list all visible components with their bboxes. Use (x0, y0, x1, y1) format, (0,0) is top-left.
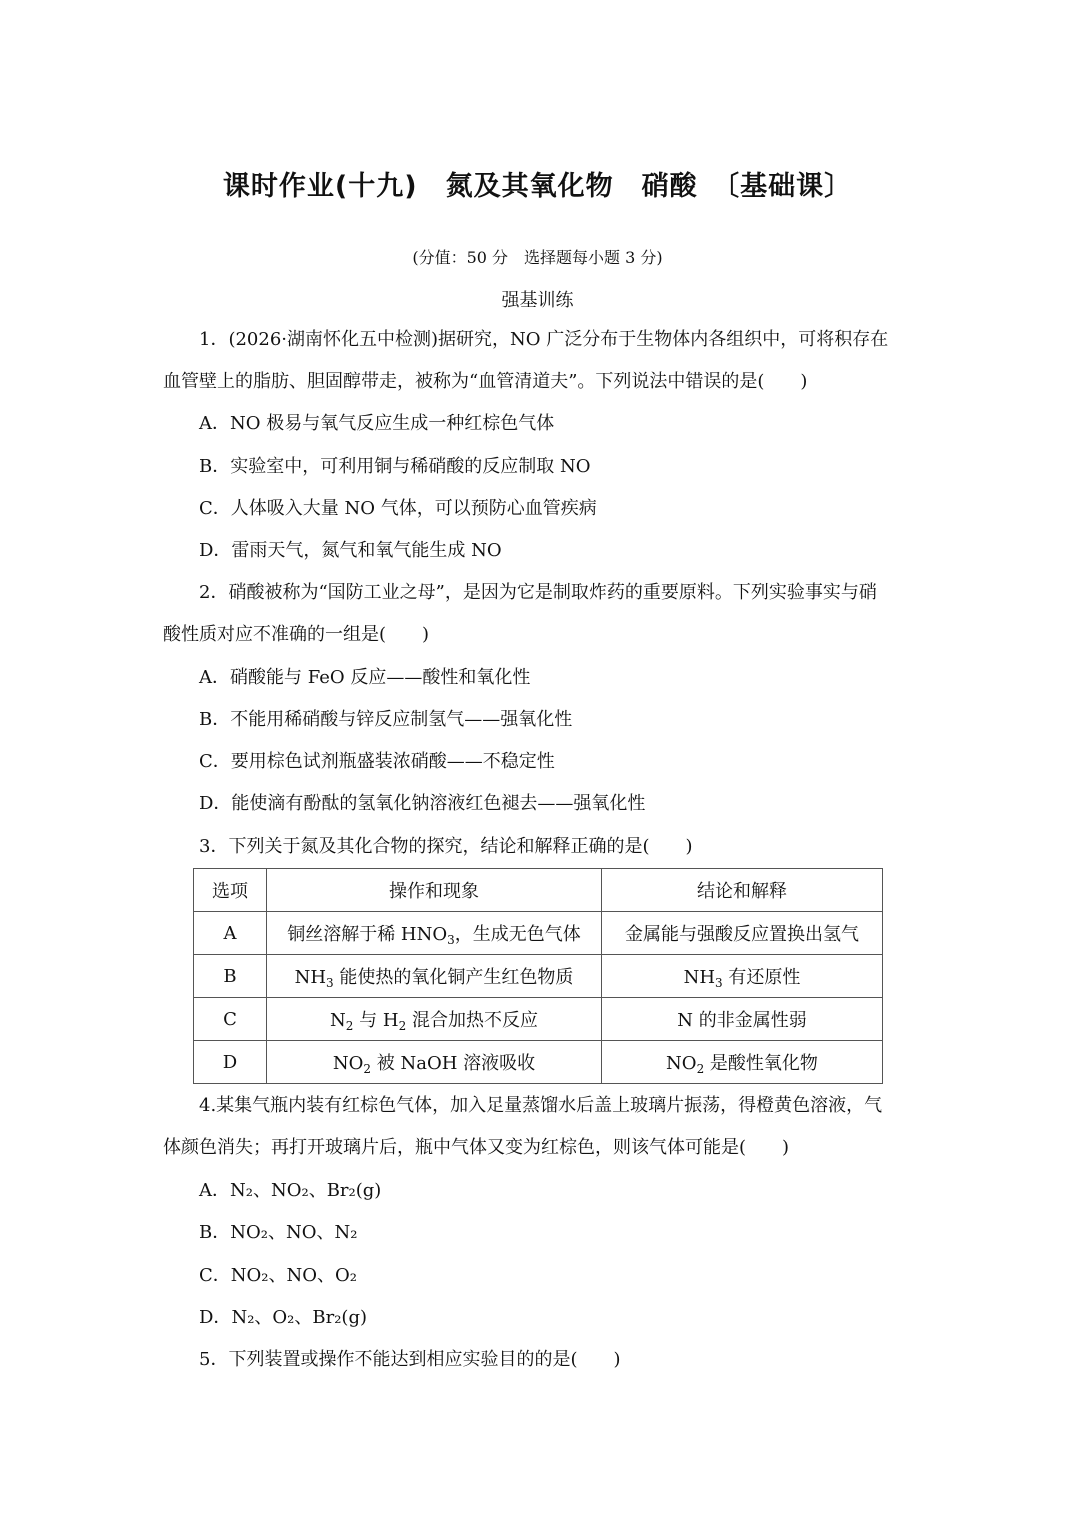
q2-option-c: C．要用棕色试剂瓶盛装浓硝酸——不稳定性 (199, 751, 555, 772)
q4-option-d: D．N₂、O₂、Br₂(g) (199, 1307, 367, 1328)
table-cell-option: A (194, 912, 267, 955)
q1-option-a: A．NO 极易与氧气反应生成一种红棕色气体 (199, 413, 555, 434)
q3-stem: 3．下列关于氮及其化合物的探究，结论和解释正确的是( ) (199, 836, 693, 857)
table-cell-conclusion: $NO_2$ 是酸性氧化物 (602, 1041, 883, 1084)
q4-option-a: A．N₂、NO₂、Br₂(g) (199, 1180, 382, 1201)
table-cell-conclusion: $NH_3$ 有还原性 (602, 955, 883, 998)
table-header-cell: 操作和现象 (267, 869, 602, 912)
table-cell-option: D (194, 1041, 267, 1084)
q1-option-b: B．实验室中，可利用铜与稀硝酸的反应制取 NO (199, 456, 591, 477)
table-header-cell: 选项 (194, 869, 267, 912)
q2-stem-line2: 酸性质对应不准确的一组是( ) (163, 624, 430, 645)
q2-option-b: B．不能用稀硝酸与锌反应制氢气——强氧化性 (199, 709, 573, 730)
table-cell-operation: 铜丝溶解于稀 $HNO_3$，生成无色气体 (267, 912, 602, 955)
table-row (194, 912, 883, 955)
table-cell-operation: $N_2$ 与 $H_2$ 混合加热不反应 (267, 998, 602, 1041)
table-row (194, 998, 883, 1041)
q4-option-b: B．NO₂、NO、N₂ (199, 1222, 358, 1243)
q4-stem-line1: 4.某集气瓶内装有红棕色气体，加入足量蒸馏水后盖上玻璃片振荡，得橙黄色溶液，气 (199, 1095, 883, 1116)
table-cell-option: B (194, 955, 267, 998)
q4-option-c: C．NO₂、NO、O₂ (199, 1265, 357, 1286)
q1-stem-line2: 血管壁上的脂肪、胆固醇带走，被称为“血管清道夫”。下列说法中错误的是( ) (163, 371, 808, 392)
q2-option-a: A．硝酸能与 FeO 反应——酸性和氧化性 (199, 667, 531, 688)
page-title: 课时作业(十九) 氮及其氧化物 硝酸 〔基础课〕 (222, 171, 853, 202)
table-header-cell: 结论和解释 (602, 869, 883, 912)
table-header-row (194, 869, 883, 912)
score-note: (分值：50 分 选择题每小题 3 分) (412, 248, 663, 267)
q2-option-d: D．能使滴有酚酞的氢氧化钠溶液红色褪去——强氧化性 (199, 793, 646, 814)
table-row (194, 1041, 883, 1084)
q1-option-d: D．雷雨天气，氮气和氧气能生成 NO (199, 540, 502, 561)
q2-stem-line1: 2．硝酸被称为“国防工业之母”，是因为它是制取炸药的重要原料。下列实验事实与硝 (199, 582, 877, 603)
table-row (194, 955, 883, 998)
table-cell-operation: $NO_2$ 被 NaOH 溶液吸收 (267, 1041, 602, 1084)
table-cell-conclusion: N 的非金属性弱 (602, 998, 883, 1041)
table-cell-option: C (194, 998, 267, 1041)
q4-stem-line2: 体颜色消失；再打开玻璃片后，瓶中气体又变为红棕色，则该气体可能是( ) (163, 1137, 790, 1158)
q3-table (193, 868, 883, 1084)
table-cell-conclusion: 金属能与强酸反应置换出氢气 (602, 912, 883, 955)
q1-stem-line1: 1．(2026·湖南怀化五中检测)据研究，NO 广泛分布于生物体内各组织中，可将积存在 (199, 329, 889, 350)
section-heading: 强基训练 (501, 290, 574, 311)
table-cell-operation: $NH_3$ 能使热的氧化铜产生红色物质 (267, 955, 602, 998)
q5-stem: 5．下列装置或操作不能达到相应实验目的的是( ) (199, 1349, 621, 1370)
q1-option-c: C．人体吸入大量 NO 气体，可以预防心血管疾病 (199, 498, 597, 519)
